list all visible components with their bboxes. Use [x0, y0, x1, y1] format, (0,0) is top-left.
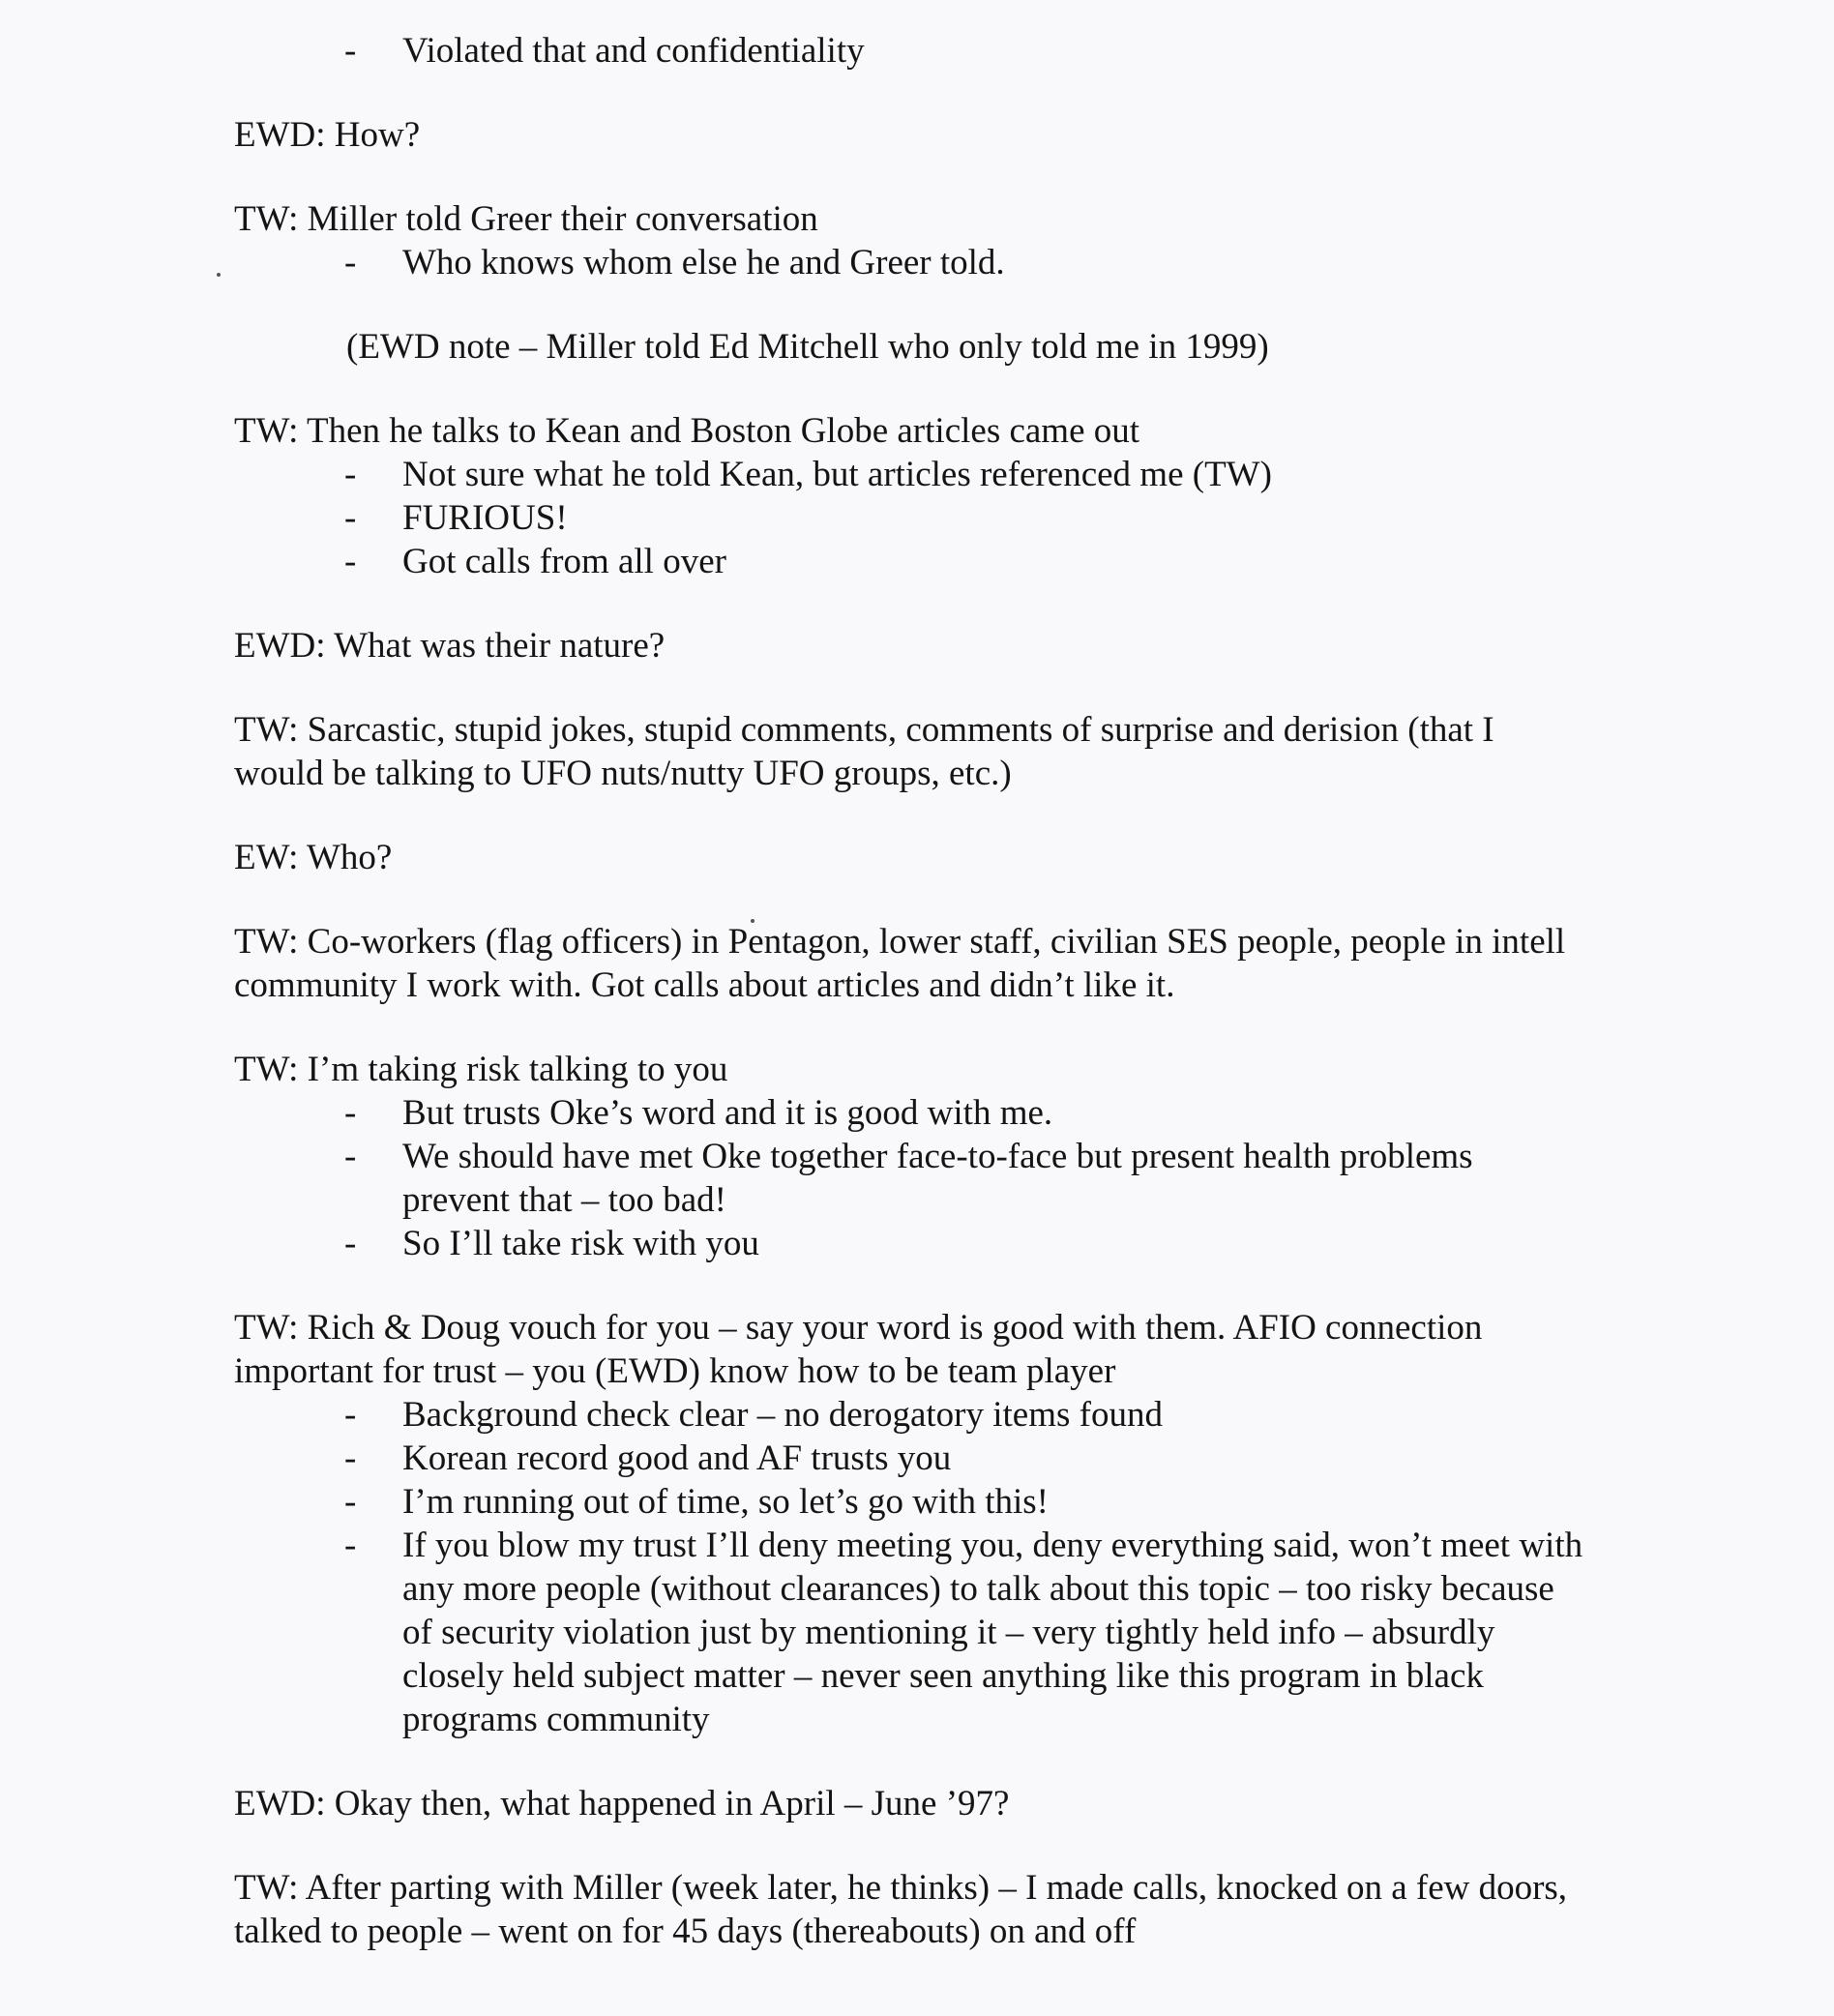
transcript-line: EWD: What was their nature? [234, 626, 666, 666]
transcript-line: TW: Then he talks to Kean and Boston Globe articles came out [234, 411, 1140, 451]
document-body [234, 29, 1588, 1953]
list-item: - Who knows whom else he and Greer told. [344, 243, 1005, 282]
editor-note: (EWD note – Miller told Ed Mitchell who only told me in 1999) [346, 327, 1269, 367]
bullet-list [234, 1393, 1588, 1741]
transcript-line: TW: After parting with Miller (week later, he thinks) – I made calls, knocked on a few doors, talked to people – went on for 45 days (thereabouts) on and off [234, 1868, 1568, 1951]
list-item: - Korean record good and AF trusts you [344, 1438, 952, 1478]
transcript-line: EW: Who? [234, 838, 393, 877]
scan-speck [217, 273, 221, 277]
list-item: - But trusts Oke’s word and it is good with me. [344, 1093, 1053, 1133]
list-item: - Violated that and confidentiality [344, 31, 865, 71]
transcript-line: TW: Sarcastic, stupid jokes, stupid comments, comments of surprise and derision (that I would be talking to UFO nuts/nutty UFO groups, etc.) [234, 710, 1494, 793]
bullet-list [234, 29, 1588, 73]
transcript-line: TW: I’m taking risk talking to you [234, 1050, 728, 1089]
transcript-line: TW: Co-workers (flag officers) in Pentagon, lower staff, civilian SES people, people in intell community I work with. Got calls about articles and didn’t like it. [234, 922, 1566, 1005]
bullet-list [234, 1091, 1588, 1265]
list-item: - I’m running out of time, so let’s go with this! [344, 1482, 1050, 1522]
list-item: - Not sure what he told Kean, but articles referenced me (TW) [344, 455, 1272, 494]
list-item: - So I’ll take risk with you [344, 1224, 759, 1263]
bullet-list [234, 453, 1588, 583]
bullet-list [234, 241, 1588, 284]
list-item: - Background check clear – no derogatory items found [344, 1395, 1163, 1435]
list-item: - FURIOUS! [344, 498, 568, 538]
transcript-line: TW: Rich & Doug vouch for you – say your word is good with them. AFIO connection important for trust – you (EWD) know how to be team player [234, 1308, 1483, 1391]
transcript-line: EWD: Okay then, what happened in April – June ’97? [234, 1784, 1010, 1823]
list-item: - Got calls from all over [344, 542, 726, 581]
list-item: - If you blow my trust I’ll deny meeting you, deny everything said, won’t meet with any more people (without clearances) to talk about this topic – too risky because of security violation just by mentioning it – very tightly held info – absurdly closely held subject matter – never seen anything like this program in black programs community [344, 1526, 1583, 1739]
transcript-line: TW: Miller told Greer their conversation [234, 199, 818, 239]
transcript-line: EWD: How? [234, 115, 421, 155]
list-item: - We should have met Oke together face-to-face but present health problems prevent that – too bad! [344, 1137, 1473, 1220]
